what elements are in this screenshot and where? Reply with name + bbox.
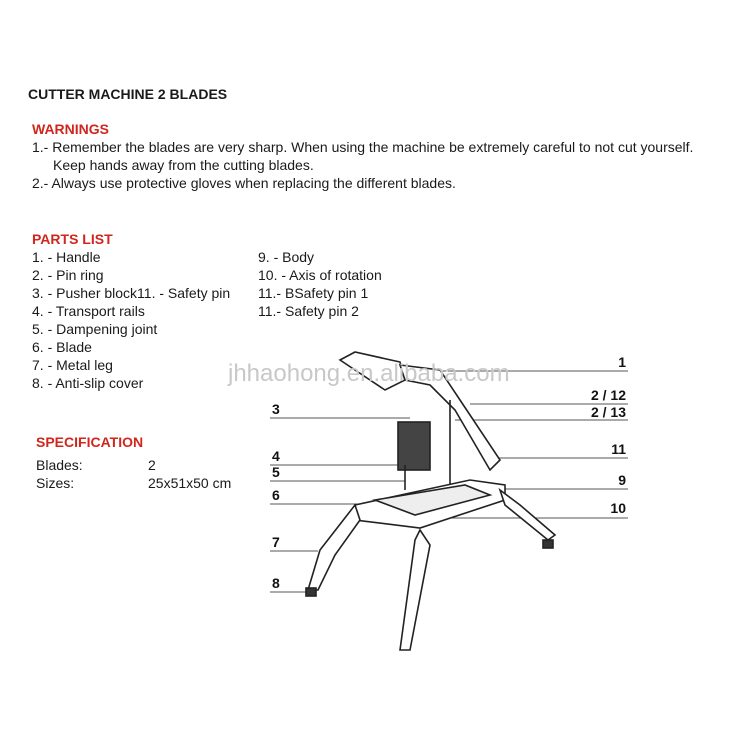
spec-sizes-value: 25x51x50 cm xyxy=(148,475,232,491)
metal-leg-front xyxy=(400,530,430,650)
callout-2-13: 2 / 13 xyxy=(590,404,626,420)
machine-drawing xyxy=(306,352,555,650)
callout-1: 1 xyxy=(618,354,626,370)
warning-1-cont: Keep hands away from the cutting blades. xyxy=(53,157,314,173)
callout-10: 10 xyxy=(610,500,626,516)
spec-blades-key: Blades: xyxy=(36,457,83,473)
spec-sizes-key: Sizes: xyxy=(36,475,75,491)
spec-heading: SPECIFICATION xyxy=(36,434,144,450)
warning-2: 2.- Always use protective gloves when replacing the different blades. xyxy=(32,175,456,191)
callout-2-12: 2 / 12 xyxy=(590,387,626,403)
callout-4: 4 xyxy=(272,448,280,464)
warnings-heading: WARNINGS xyxy=(32,121,109,137)
anti-slip-cover xyxy=(306,588,316,596)
callout-5: 5 xyxy=(272,464,280,480)
page-title: CUTTER MACHINE 2 BLADES xyxy=(28,86,228,102)
part-item: 5. - Dampening joint xyxy=(32,321,158,337)
part-item: 9. - Body xyxy=(258,249,315,265)
parts-heading: PARTS LIST xyxy=(32,231,113,247)
callout-9: 9 xyxy=(618,472,626,488)
callout-8: 8 xyxy=(272,575,280,591)
metal-leg-left xyxy=(308,505,360,590)
part-item: 7. - Metal leg xyxy=(32,357,113,373)
spec-blades-value: 2 xyxy=(148,457,156,473)
part-item: 4. - Transport rails xyxy=(32,303,145,319)
part-item: 11.- Safety pin 2 xyxy=(258,303,359,319)
metal-leg-right xyxy=(500,490,555,540)
part-item: 10. - Axis of rotation xyxy=(258,267,382,283)
callout-3: 3 xyxy=(272,401,280,417)
anti-slip-cover xyxy=(543,540,553,548)
watermark: jhhaohong.en.alibaba.com xyxy=(228,360,510,387)
warning-1: 1.- Remember the blades are very sharp. When using the machine be extremely careful to not cut yourself. xyxy=(32,139,694,155)
pusher-block xyxy=(398,422,430,470)
callout-11: 11 xyxy=(611,441,626,457)
callout-7: 7 xyxy=(272,534,280,550)
part-item: 2. - Pin ring xyxy=(32,267,104,283)
part-item: 6. - Blade xyxy=(32,339,92,355)
part-item: 8. - Anti-slip cover xyxy=(32,375,144,391)
part-item: 3. - Pusher block11. - Safety pin xyxy=(32,285,231,301)
part-item: 1. - Handle xyxy=(32,249,101,265)
part-item: 11.- BSafety pin 1 xyxy=(258,285,369,301)
callout-6: 6 xyxy=(272,487,280,503)
